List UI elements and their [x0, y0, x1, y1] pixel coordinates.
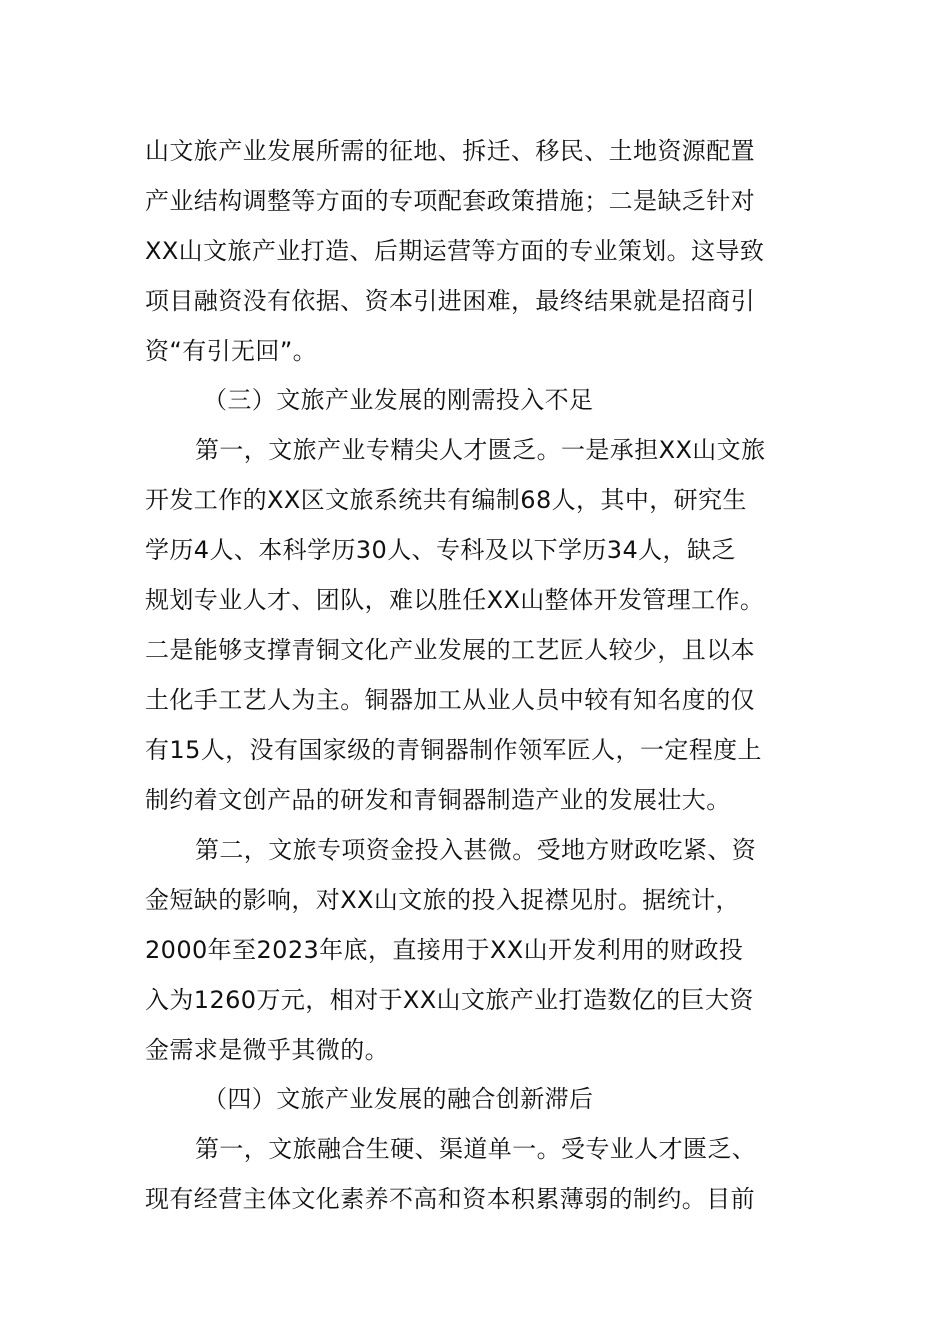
section-heading-4: （四）文旅产业发展的融合创新滞后 — [203, 1085, 594, 1113]
text-line: 学历4人、本科学历30人、专科及以下学历34人，缺乏 — [145, 536, 736, 564]
text-line: 土化手工艺人为主。铜器加工从业人员中较有知名度的仅 — [145, 686, 755, 714]
text-line: 项目融资没有依据、资本引进困难，最终结果就是招商引 — [145, 287, 755, 315]
text-line: XX山文旅产业打造、后期运营等方面的专业策划。这导致 — [145, 237, 765, 265]
paragraph-start: 第一，文旅产业专精尖人才匮乏。一是承担XX山文旅 — [195, 436, 766, 464]
text-line: 入为1260万元，相对于XX山文旅产业打造数亿的巨大资 — [145, 986, 754, 1014]
text-line: 有15人，没有国家级的青铜器制作领军匠人，一定程度上 — [145, 736, 762, 764]
text-line: 2000年至2023年底，直接用于XX山开发利用的财政投 — [145, 936, 744, 964]
text-line: 二是能够支撑青铜文化产业发展的工艺匠人较少，且以本 — [145, 636, 755, 664]
text-line: 资“有引无回”。 — [145, 337, 318, 365]
text-line: 制约着文创产品的研发和青铜器制造产业的发展壮大。 — [145, 786, 731, 814]
text-line: 产业结构调整等方面的专项配套政策措施；二是缺乏针对 — [145, 187, 755, 215]
text-line: 金需求是微乎其微的。 — [145, 1036, 389, 1064]
text-line: 开发工作的XX区文旅系统共有编制68人，其中，研究生 — [145, 486, 747, 514]
text-line: 山文旅产业发展所需的征地、拆迁、移民、土地资源配置 — [145, 137, 755, 165]
text-line: 现有经营主体文化素养不高和资本积累薄弱的制约。目前 — [145, 1185, 755, 1213]
text-line: 金短缺的影响，对XX山文旅的投入捉襟见肘。据统计， — [145, 886, 740, 914]
section-heading-3: （三）文旅产业发展的刚需投入不足 — [203, 386, 594, 414]
paragraph-start: 第二，文旅专项资金投入甚微。受地方财政吃紧、资 — [195, 836, 757, 864]
text-line: 规划专业人才、团队，难以胜任XX山整体开发管理工作。 — [145, 586, 765, 614]
paragraph-start: 第一，文旅融合生硬、渠道单一。受专业人才匮乏、 — [195, 1135, 757, 1163]
